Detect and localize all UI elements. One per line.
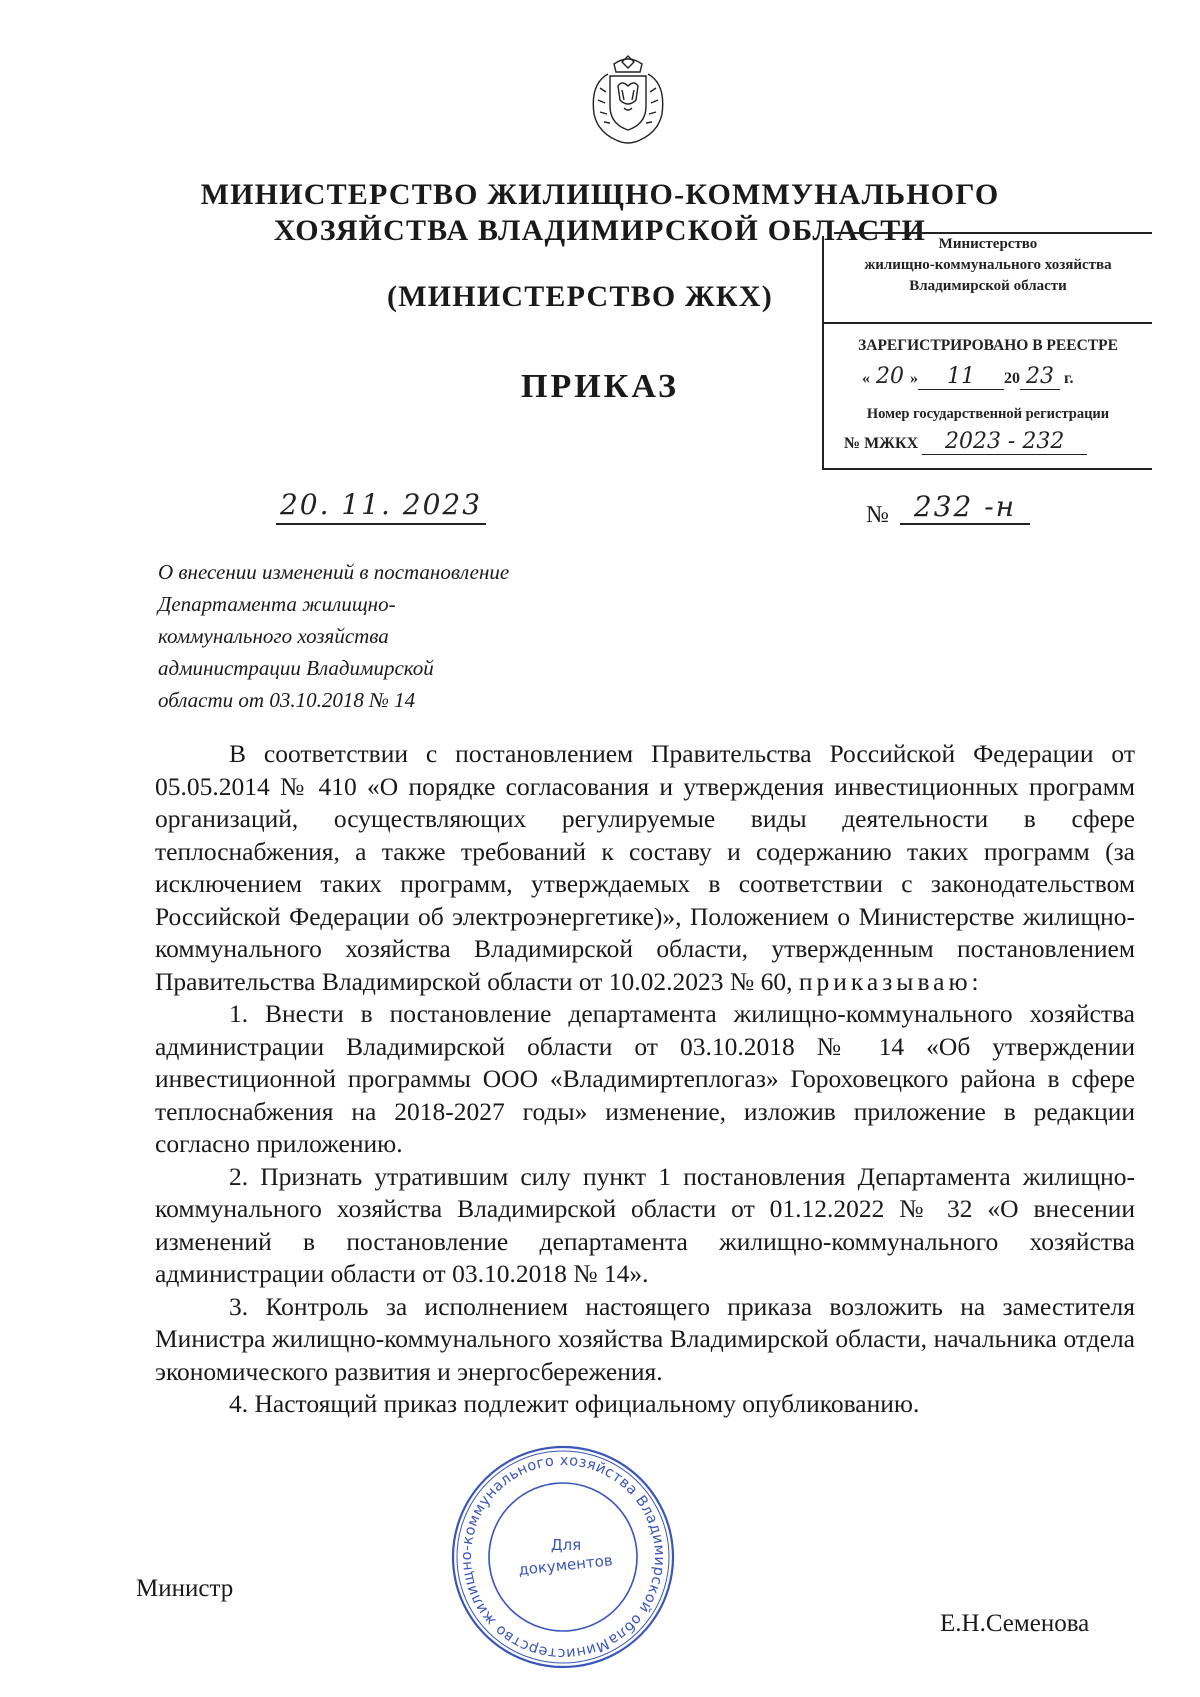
stamp-reg-number-value: 2023 - 232	[922, 429, 1087, 455]
stamp-reg-number-label: Номер государственной регистрации	[866, 406, 1110, 422]
order-item-1: 1. Внести в постановление департамента жилищно-коммунального хозяйства администрации Владимирской области от 03.10.2018 № 14 «Об утверждении инвестиционной программы ООО «Владимиртеплогаз» Гороховецкого района в сфере теплоснабжения на 2018-2027 годы» изменение, изложив приложение в редакции согласно приложению.	[155, 999, 1135, 1158]
signer-role: Министр	[136, 1575, 234, 1602]
stamp-date-year-prefix: 20	[1004, 370, 1020, 387]
stamp-date-row	[862, 364, 1132, 390]
stamp-date-year-mark: г.	[1064, 370, 1074, 387]
stamp-org-line-3: Владимирской области	[909, 278, 1067, 294]
seal-center-line-1: Для	[550, 1536, 582, 1554]
subject-line-3: коммунального хозяйства	[158, 624, 389, 648]
stamp-org-line-1: Министерство	[938, 236, 1038, 252]
subject-line-1: О внесении изменений в постановление	[158, 560, 510, 584]
registration-stamp	[822, 236, 1152, 470]
stamp-registered-label: ЗАРЕГИСТРИРОВАНО В РЕЕСТРЕ	[858, 337, 1118, 354]
stamp-reg-number-prefix: № МЖКХ	[844, 435, 919, 452]
preamble-text: В соответствии с постановлением Правительства Российской Федерации от 05.05.2014 № 410 «О порядке согласования и утверждения инвестиционных программ организаций, осуществляющих регулируемые виды деятельности в сфере теплоснабжения, а также требований к составу и содержанию таких программ (за исключением таких программ, утверждаемых в соответствии с законодательством Российской Федерации об электроэнергетике)», Положением о Министерстве жилищно-коммунального хозяйства Владимирской области, утвержденным постановлением Правительства Владимирской области от 10.02.2023 № 60,	[155, 739, 1135, 996]
subject-line-4: администрации Владимирской	[158, 656, 434, 680]
stamp-divider	[824, 322, 1152, 324]
stamp-org-line-2: жилищно-коммунального хозяйства	[864, 257, 1112, 273]
order-body	[155, 738, 1135, 1421]
signer-name: Е.Н.Семенова	[940, 1610, 1090, 1637]
document-type-title: ПРИКАЗ	[521, 368, 679, 405]
order-item-2: 2. Признать утратившим силу пункт 1 постановления Департамента жилищно-коммунального хозяйства Владимирской области от 01.12.2022 № 32 «О внесении изменений в постановление департамента жилищно-коммунального хозяйства администрации области от 03.10.2018 № 14».	[155, 1161, 1135, 1288]
ministry-name-line-1: МИНИСТЕРСТВО ЖИЛИЩНО-КОММУНАЛЬНОГО	[200, 178, 1000, 211]
stamp-reg-number-row	[844, 429, 1087, 455]
subject-line-5: области от 03.10.2018 № 14	[158, 688, 416, 712]
stamp-date-month: 11	[918, 364, 1004, 390]
order-item-3: 3. Контроль за исполнением настоящего приказа возложить на заместителя Министра жилищно-коммунального хозяйства Владимирской области, начальника отдела экономического развития и энергосбережения.	[155, 1291, 1135, 1386]
subject-line-2: Департамента жилищно-	[158, 592, 396, 616]
stamp-date-day: 20	[876, 364, 904, 389]
stamp-date-year-suffix: 23	[1020, 364, 1060, 390]
order-number-label: №	[866, 502, 889, 528]
order-item-4: 4. Настоящий приказ подлежит официальному опубликованию.	[229, 1389, 920, 1418]
coat-of-arms-emblem	[578, 50, 678, 150]
seal-center-line-2: документов	[517, 1551, 614, 1579]
ministry-short-name: (МИНИСТЕРСТВО ЖКХ)	[387, 280, 773, 313]
round-seal	[448, 1442, 678, 1672]
order-subject	[158, 556, 578, 716]
preamble-paragraph	[155, 738, 1135, 998]
stamp-date-open-quote: «	[862, 370, 870, 387]
order-number: 232 -н	[900, 490, 1030, 525]
ministry-name-line-2: ХОЗЯЙСТВА ВЛАДИМИРСКОЙ ОБЛАСТИ	[273, 214, 927, 247]
stamp-top-line	[834, 232, 1152, 234]
order-word: приказываю:	[798, 966, 983, 996]
stamp-date-close-quote: »	[910, 370, 918, 387]
seal-ring-text: Министерство жилищно-коммунального хозяйства Владимирской области	[458, 1452, 668, 1662]
order-date: 20. 11. 2023	[276, 488, 486, 525]
